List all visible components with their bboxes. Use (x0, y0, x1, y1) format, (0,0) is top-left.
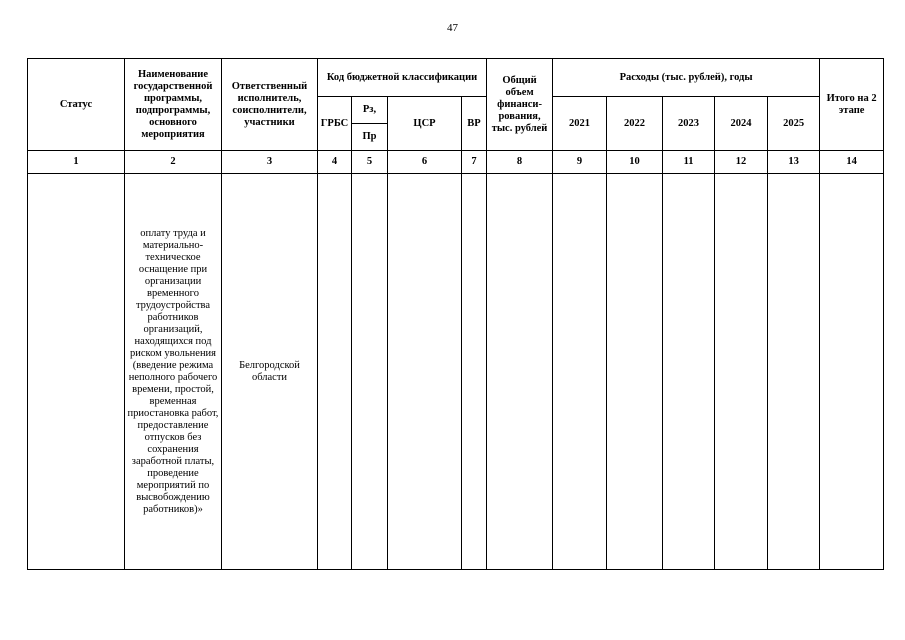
column-number: 9 (553, 151, 607, 174)
body-executor-cell: Белгородской области (222, 174, 318, 570)
body-stage-total-cell (820, 174, 884, 570)
header-pr: Пр (352, 124, 388, 151)
column-number: 6 (388, 151, 462, 174)
column-number: 4 (318, 151, 352, 174)
header-year-2021: 2021 (553, 97, 607, 151)
column-number: 11 (663, 151, 715, 174)
header-grbs: ГРБС (318, 97, 352, 151)
page-number: 47 (447, 22, 458, 34)
header-year-2025: 2025 (768, 97, 820, 151)
body-program-name-cell: оплату труда и материально-техническое оснащение при организации временного трудоустройства работников организаций, находящихся под риском увольнения (введение режима неполного рабочего времени, простой, временная приостановка работ, предоставление отпусков без сохранения заработной платы, проведение мероприятий по высвобождению работников)» (125, 174, 222, 570)
header-stage-total: Итого на 2 этапе (820, 59, 884, 151)
column-number: 10 (607, 151, 663, 174)
body-year-2022-cell (607, 174, 663, 570)
header-rz: Рз, (352, 97, 388, 124)
header-year-2022: 2022 (607, 97, 663, 151)
header-year-2023: 2023 (663, 97, 715, 151)
body-grbs-cell (318, 174, 352, 570)
body-vr-cell (462, 174, 487, 570)
body-year-2021-cell (553, 174, 607, 570)
column-number: 12 (715, 151, 768, 174)
header-executor: Ответственный исполнитель, соисполнители, участники (222, 59, 318, 151)
column-number: 3 (222, 151, 318, 174)
column-number: 13 (768, 151, 820, 174)
column-number: 8 (487, 151, 553, 174)
column-number: 7 (462, 151, 487, 174)
body-csr-cell (388, 174, 462, 570)
header-budget-code: Код бюджетной классификации (318, 59, 487, 97)
body-year-2024-cell (715, 174, 768, 570)
header-year-2024: 2024 (715, 97, 768, 151)
column-number: 1 (28, 151, 125, 174)
header-program-name: Наименование государственной программы, подпрограммы, основного мероприятия (125, 59, 222, 151)
header-total-financing: Общий объем финанси-рования, тыс. рублей (487, 59, 553, 151)
column-number: 14 (820, 151, 884, 174)
body-total-financing-cell (487, 174, 553, 570)
header-expenses: Расходы (тыс. рублей), годы (553, 59, 820, 97)
header-csr: ЦСР (388, 97, 462, 151)
body-year-2025-cell (768, 174, 820, 570)
column-number: 2 (125, 151, 222, 174)
budget-table (27, 58, 884, 570)
header-status: Статус (28, 59, 125, 151)
header-vr: ВР (462, 97, 487, 151)
column-number: 5 (352, 151, 388, 174)
body-rz-pr-cell (352, 174, 388, 570)
body-status-cell (28, 174, 125, 570)
body-year-2023-cell (663, 174, 715, 570)
